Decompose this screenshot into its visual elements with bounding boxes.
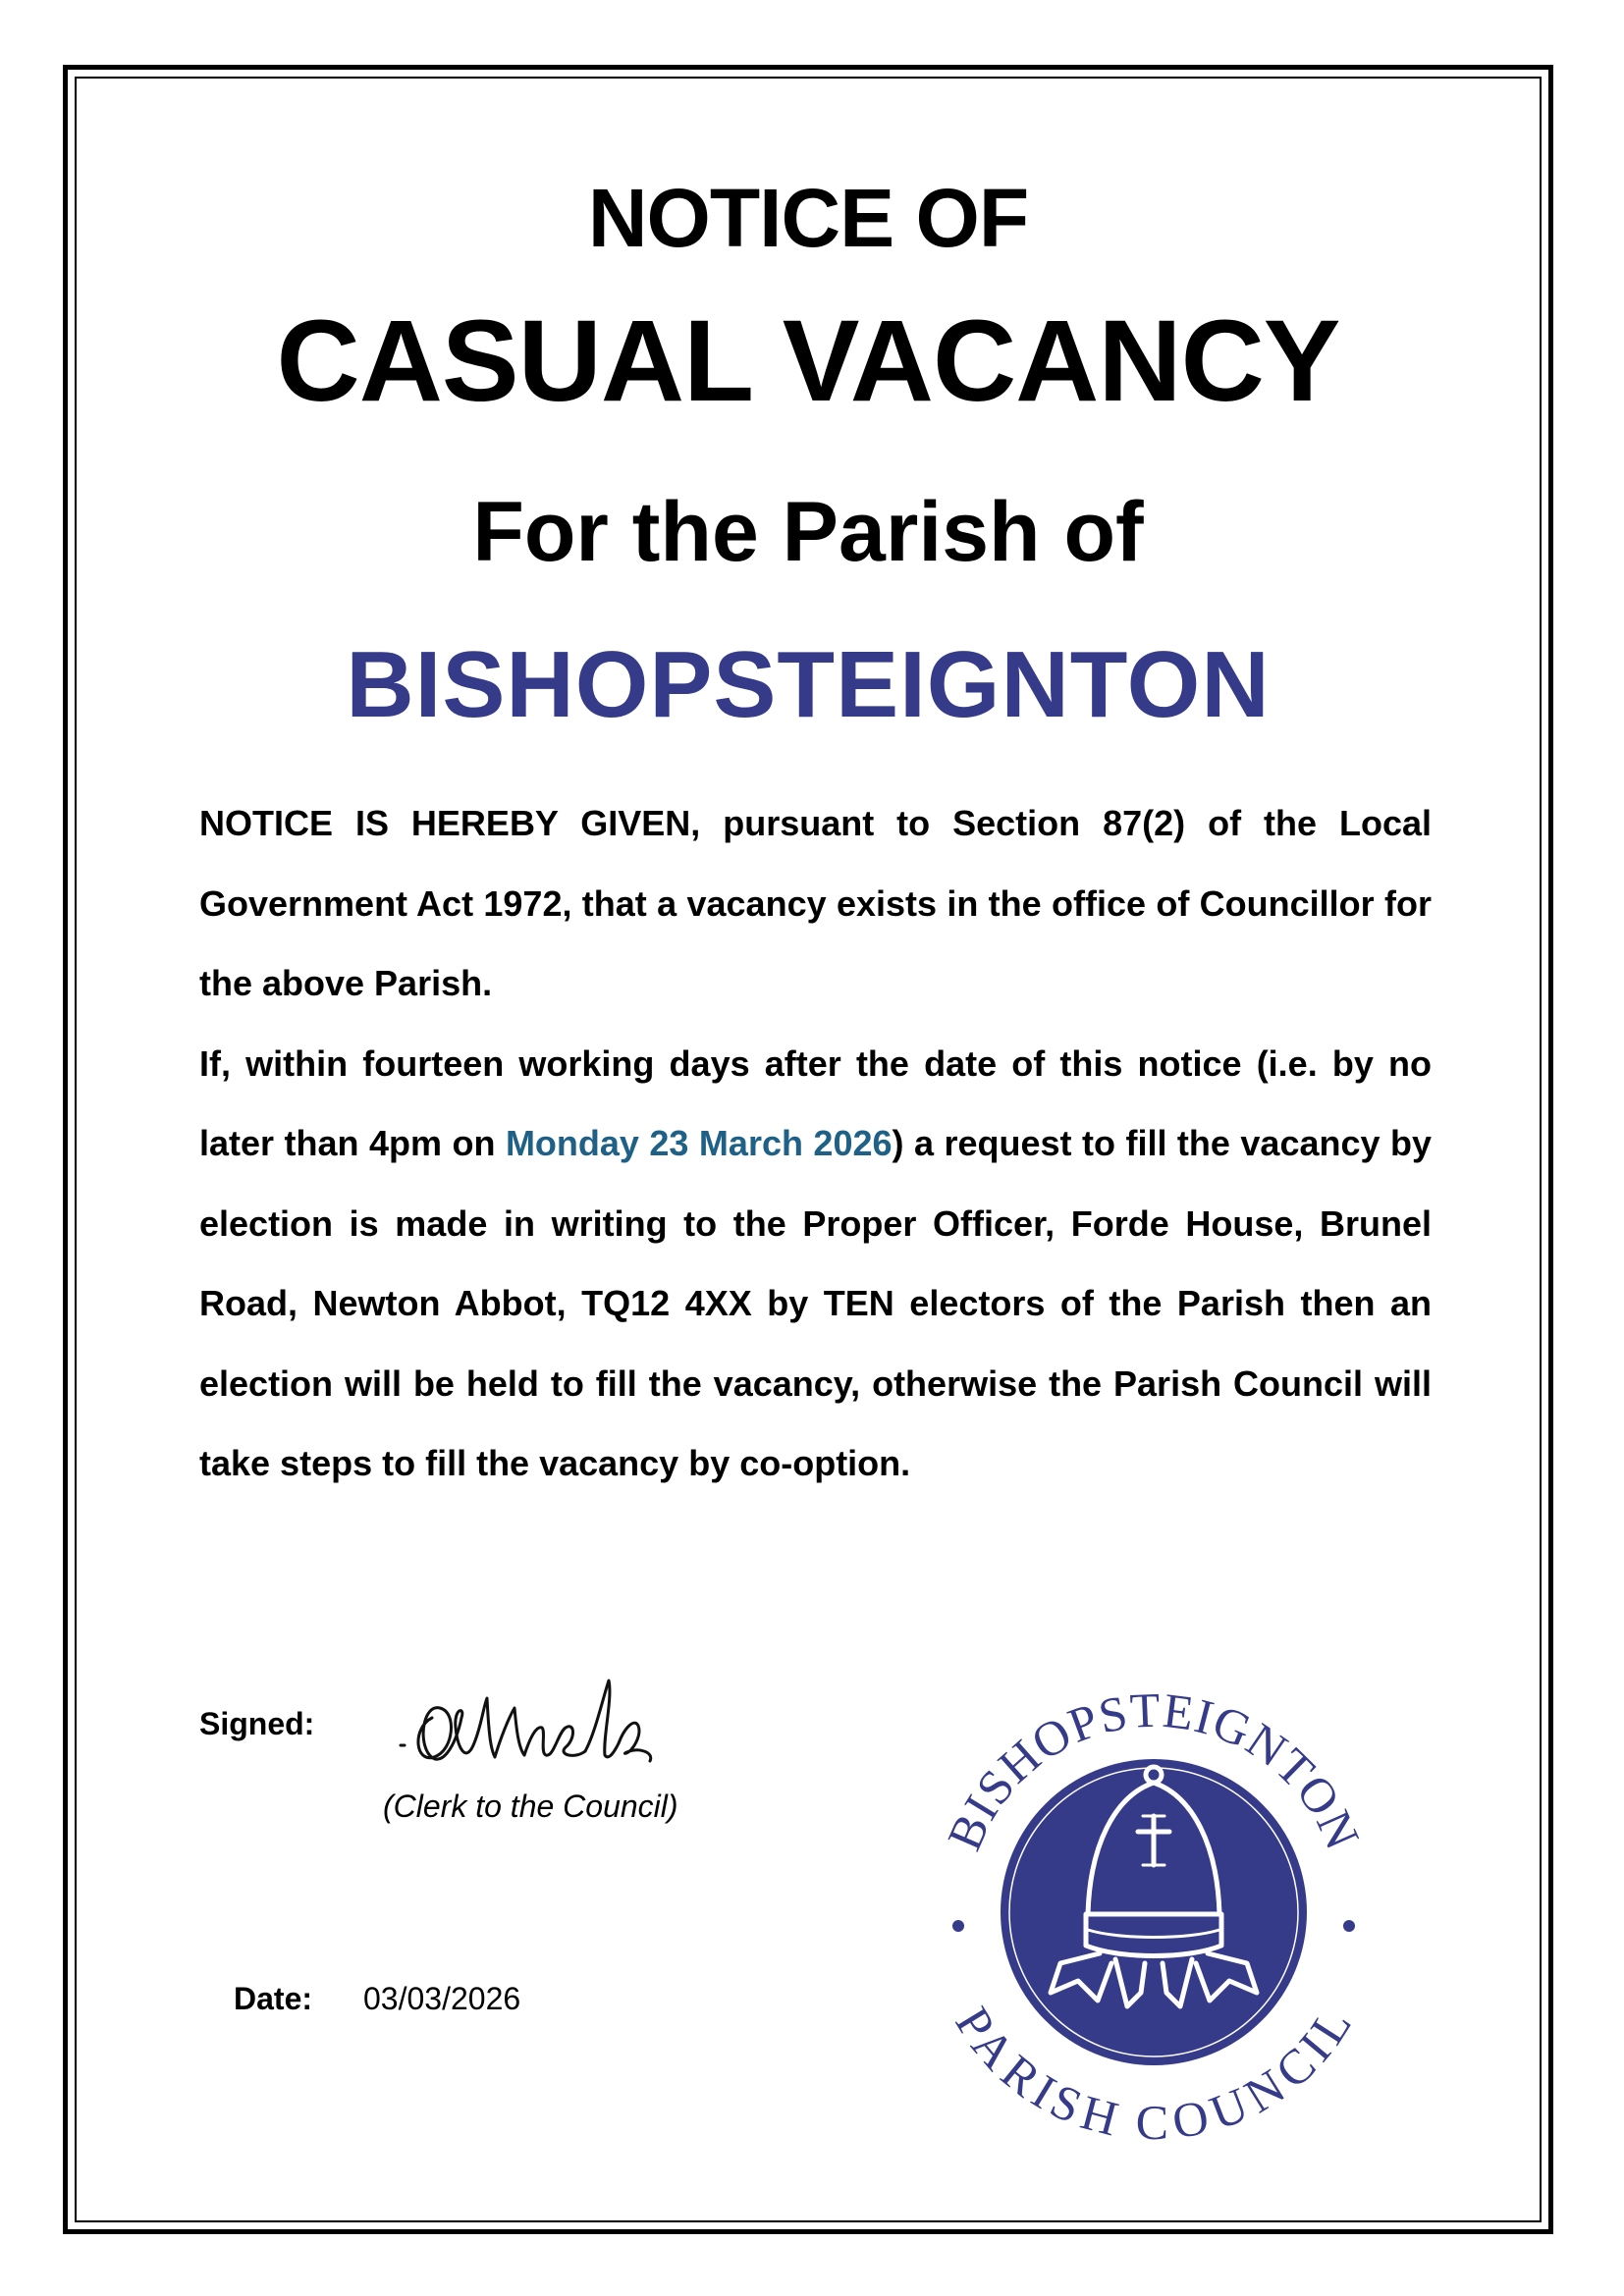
- paragraph-legal-notice: NOTICE IS HEREBY GIVEN, pursuant to Section 87(2) of the Local Government Act 1972, that a vacancy exists in the office of Councillor for the above Parish.: [199, 803, 1432, 1003]
- date-value: 03/03/2026: [363, 1981, 521, 2016]
- deadline-date: Monday 23 March 2026: [505, 1123, 893, 1163]
- notice-body: [199, 783, 1432, 1504]
- signed-label: Signed:: [199, 1706, 315, 1741]
- paragraph-text-before: If, within fourteen working days after the date of this notice (i.e. by no later than 4pm on: [199, 1042, 1432, 1163]
- paragraph-text-after: ) a request to fill the vacancy by election is made in writing to the Proper Officer, Forde House, Brunel Road, Newton Abbot, TQ12 4XX by TEN electors of the Parish then an election will be held to fill the vacancy, otherwise the Parish Council will take steps to fill the vacancy by co-option.: [199, 1123, 1433, 1483]
- title-for-the-parish-of: For the Parish of: [472, 485, 1144, 579]
- paragraph-election-request: [199, 1024, 1432, 1504]
- parish-name: BISHOPSTEIGNTON: [346, 632, 1271, 737]
- seal-top-text: BISHOPSTEIGNTON: [936, 1682, 1372, 1858]
- date-label: Date:: [234, 1981, 313, 2016]
- seal-dot-right: [1343, 1920, 1355, 1932]
- seal-bottom-text: PARISH COUNCIL: [945, 1997, 1363, 2140]
- seal-dot-left: [952, 1920, 964, 1932]
- title-casual-vacancy: CASUAL VACANCY: [276, 296, 1340, 426]
- clerk-signature: [393, 1669, 697, 1777]
- clerk-to-the-council-label: (Clerk to the Council): [383, 1789, 678, 1824]
- parish-council-seal: [923, 1669, 1384, 2140]
- title-notice-of: NOTICE OF: [587, 172, 1029, 264]
